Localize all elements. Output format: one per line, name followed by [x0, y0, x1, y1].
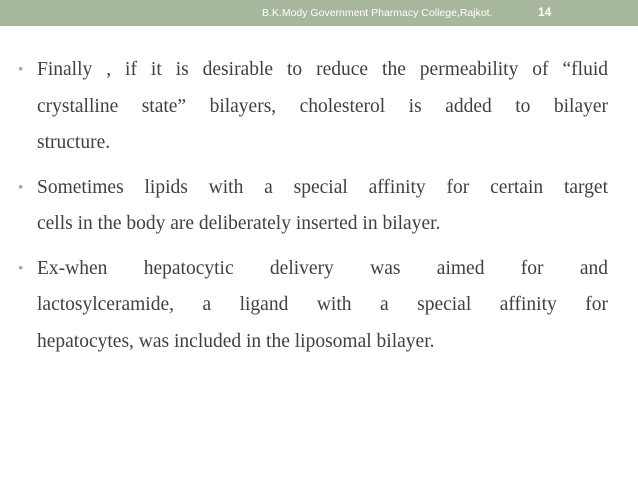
bullet-marker-icon: •: [18, 260, 24, 277]
bullet-text-line: Sometimes lipids with a special affinity for certain target: [37, 176, 608, 198]
header-band: [0, 0, 638, 26]
bullet-text-line: Ex-when hepatocytic delivery was aimed for and: [37, 257, 608, 279]
bullet-text-line: structure.: [37, 132, 111, 153]
header-title: B.K.Mody Government Pharmacy College,Rajkot.: [262, 7, 493, 19]
bullet-marker-icon: •: [18, 62, 24, 78]
bullet-text-line: lactosylceramide, a ligand with a special affinity for: [37, 294, 608, 315]
page-number: 14: [538, 5, 552, 19]
bullet-item: [18, 170, 608, 243]
bullet-list: [18, 52, 608, 368]
bullet-item: [18, 251, 608, 361]
bullet-text-line: hepatocytes, was included in the liposomal bilayer.: [37, 330, 435, 352]
bullet-item: [18, 52, 608, 162]
bullet-text-line: Finally , if it is desirable to reduce the permeability of “fluid: [37, 59, 608, 80]
bullet-text-line: cells in the body are deliberately inserted in bilayer.: [37, 213, 441, 234]
bullet-text-line: crystalline state” bilayers, cholesterol is added to bilayer: [37, 95, 608, 117]
bullet-marker-icon: •: [18, 179, 24, 196]
